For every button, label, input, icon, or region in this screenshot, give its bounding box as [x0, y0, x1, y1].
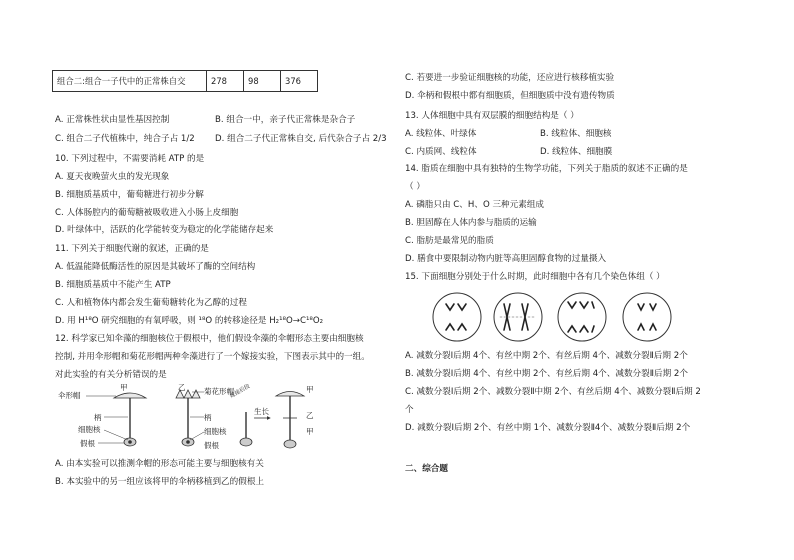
- q10-option: A. 夏天夜晚萤火虫的发光现象: [55, 172, 170, 182]
- umbrella-cap-shape: [114, 393, 146, 398]
- q15-option-continuation: 个: [405, 405, 414, 415]
- q14-option: D. 膳食中要限制动物内脏等高胆固醇食物的过量摄入: [405, 254, 607, 264]
- chromosome-mark: [638, 304, 656, 310]
- q10-stem: 10. 下列过程中，不需要消耗 ATP 的是: [55, 154, 205, 164]
- q13-option-a: A. 线粒体、叶绿体: [405, 129, 477, 139]
- q12-option: D. 伞柄和假根中都有细胞质，但细胞质中没有遗传物质: [405, 91, 615, 101]
- chromosome-mark: [446, 304, 466, 310]
- q13-stem: 13. 人体细胞中具有双层膜的细胞结构是（ ）: [405, 111, 579, 121]
- label-rhizoid: 假根: [80, 439, 95, 448]
- cell-1-shape: [433, 293, 481, 341]
- q14-option: C. 脂肪是最常见的脂质: [405, 236, 494, 246]
- q13-option-b: B. 线粒体、细胞核: [540, 129, 612, 139]
- q14-option: A. 磷脂只由 C、H、O 三种元素组成: [405, 200, 545, 210]
- q11-option: B. 细胞质基质中不能产生 ATP: [55, 280, 171, 290]
- table-cell-value: 278: [207, 71, 244, 92]
- cell-3-shape: [558, 293, 606, 341]
- table-cell-value: 376: [281, 71, 318, 92]
- section-heading: 二、综合题: [405, 464, 448, 474]
- q15-option: C. 减数分裂Ⅰ后期 2个、减数分裂Ⅱ中期 2个、有丝后期 4个、减数分裂Ⅱ后期 2: [405, 387, 701, 397]
- label-jia: 甲: [120, 384, 128, 392]
- q10-option: C. 人体肠腔内的葡萄糖被吸收进入小肠上皮细胞: [55, 208, 239, 218]
- label-rhizoid: 假根: [204, 441, 219, 450]
- q15-option: B. 减数分裂Ⅰ后期 4个、有丝中期 2个、有丝后期 4个、减数分裂Ⅱ后期 2个: [405, 369, 688, 379]
- label-jia: 甲: [306, 427, 314, 436]
- q11-option: D. 用 H¹⁸O 研究细胞的有氧呼吸，则 ¹⁸O 的转移途径是 H₂¹⁸O→C¹⁸O₂: [55, 316, 324, 326]
- q12-option: B. 本实验中的另一组应该将甲的伞柄移植到乙的假根上: [55, 477, 265, 487]
- label-yi: 乙: [306, 411, 314, 420]
- umbrella-cap-shape: [276, 392, 304, 397]
- chromosome-mark: [568, 302, 594, 308]
- q9-option-c: C. 组合二子代植株中，纯合子占 1/2: [55, 134, 195, 144]
- chromosome-mark: [568, 326, 594, 332]
- q11-stem: 11. 下列关于细胞代谢的叙述，正确的是: [55, 244, 209, 254]
- label-chrysanthemum-cap: 菊花形帽: [204, 387, 234, 396]
- q12-option: C. 若要进一步验证细胞核的功能，还应进行核移植实验: [405, 73, 615, 83]
- label-graft: 嫁接后段: [229, 384, 252, 400]
- q9-option-a: A. 正常株性状由显性基因控制: [55, 115, 170, 125]
- label-nucleus: 细胞核: [204, 427, 227, 436]
- cell-4-shape: [623, 293, 671, 341]
- table-cell-value: 98: [244, 71, 281, 92]
- label-grow: 生长: [254, 407, 269, 416]
- label-nucleus: 细胞核: [78, 425, 101, 434]
- nucleus-dot: [186, 440, 190, 444]
- table-cell-label: 组合二:组合一子代中的正常株自交: [53, 71, 207, 92]
- q14-paren: （ ）: [405, 182, 425, 192]
- result-table: [52, 70, 318, 92]
- q15-option: D. 减数分裂Ⅰ后期 2个、有丝中期 1个、减数分裂Ⅱ4个、减数分裂Ⅱ后期 2个: [405, 423, 691, 433]
- label-stalk: 柄: [94, 413, 102, 422]
- q11-option: A. 低温能降低酶活性的原因是其破坏了酶的空间结构: [55, 262, 256, 272]
- acetabularia-grafting-figure: [58, 384, 320, 452]
- q14-option: B. 胆固醇在人体内参与脂质的运输: [405, 218, 537, 228]
- q10-option: B. 细胞质基质中，葡萄糖进行初步分解: [55, 190, 204, 200]
- rhizoid-shape: [284, 440, 296, 448]
- q9-option-d: D. 组合二子代正常株自交, 后代杂合子占 2/3: [215, 134, 387, 144]
- q15-stem: 15. 下面细胞分别处于什么时期，此时细胞中各有几个染色体组（ ）: [405, 272, 665, 282]
- q12-stem-line: 12. 科学家已知伞藻的细胞核位于假根中，他们假设伞藻的伞帽形态主要由细胞核: [55, 334, 364, 344]
- label-stalk: 柄: [204, 413, 212, 422]
- label-umbrella-cap: 伞形帽: [58, 391, 81, 400]
- q15-option: A. 减数分裂Ⅰ后期 4个、有丝中期 2个、有丝后期 4个、减数分裂Ⅱ后期 2个: [405, 351, 688, 361]
- q12-stem-line: 控制, 并用伞形帽和菊花形帽两种伞藻进行了一个嫁接实验，下图表示其中的一组。: [55, 352, 370, 362]
- q14-stem: 14. 脂质在细胞中具有独特的生物学功能，下列关于脂质的叙述不正确的是: [405, 164, 688, 174]
- q11-option: C. 人和植物体内都会发生葡萄糖转化为乙醇的过程: [55, 298, 247, 308]
- cell-division-figure: [430, 290, 680, 344]
- table-row: [53, 71, 318, 92]
- q12-option: A. 由本实验可以推测伞帽的形态可能主要与细胞核有关: [55, 459, 264, 469]
- q10-option: D. 叶绿体中，活跃的化学能转变为稳定的化学能储存起来: [55, 225, 274, 235]
- label-jia: 甲: [306, 385, 314, 394]
- q9-option-b: B. 组合一中，亲子代正常株是杂合子: [215, 115, 356, 125]
- chromosome-mark: [638, 324, 656, 330]
- q13-option-d: D. 线粒体、细胞膜: [540, 147, 613, 157]
- q12-stem-line: 对此实验的有关分析错误的是: [55, 370, 167, 380]
- chromosome-mark: [446, 324, 466, 330]
- label-yi: 乙: [178, 384, 186, 392]
- rhizoid-shape: [240, 438, 252, 446]
- nucleus-dot: [128, 440, 132, 444]
- q13-option-c: C. 内质网、线粒体: [405, 147, 477, 157]
